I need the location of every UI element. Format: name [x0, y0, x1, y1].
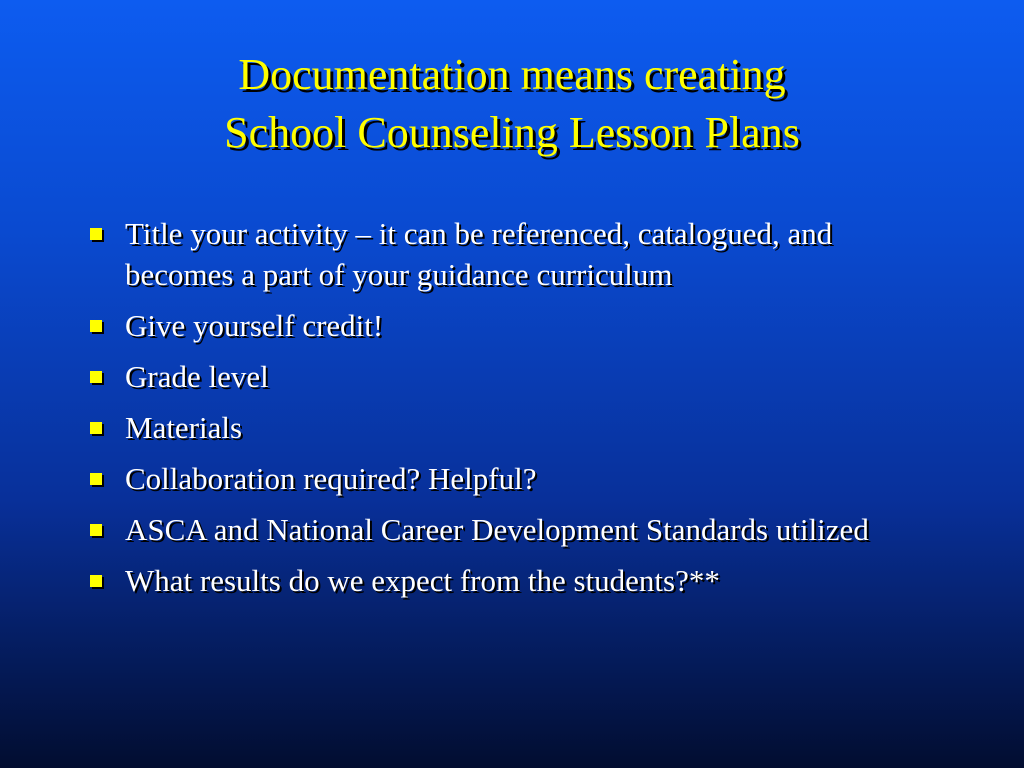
- square-bullet-icon: [90, 422, 102, 434]
- square-bullet-icon: [90, 228, 102, 240]
- slide-title-line-1: Documentation means creating: [238, 50, 786, 99]
- bullet-text: Collaboration required? Helpful?: [125, 461, 537, 496]
- square-bullet-icon: [90, 575, 102, 587]
- bullet-item: [88, 356, 948, 397]
- bullet-item: [88, 305, 948, 346]
- bullet-text: ASCA and National Career Development Standards utilized: [125, 512, 869, 547]
- bullet-text: What results do we expect from the students?**: [125, 563, 720, 598]
- bullet-item: [88, 407, 948, 448]
- square-bullet-icon: [90, 524, 102, 536]
- square-bullet-icon: [90, 473, 102, 485]
- slide-title-line-2: School Counseling Lesson Plans: [224, 108, 800, 157]
- square-bullet-icon: [90, 371, 102, 383]
- bullet-text: Title your activity – it can be referenced, catalogued, and becomes a part of your guidance curriculum: [125, 216, 833, 292]
- slide-title: [0, 46, 1024, 162]
- bullet-item: [88, 213, 948, 295]
- bullet-list: [88, 213, 948, 611]
- bullet-text: Materials: [125, 410, 243, 445]
- square-bullet-icon: [90, 320, 102, 332]
- bullet-item: [88, 458, 948, 499]
- bullet-text: Grade level: [125, 359, 269, 394]
- bullet-item: [88, 560, 948, 601]
- bullet-text: Give yourself credit!: [125, 308, 384, 343]
- bullet-item: [88, 509, 948, 550]
